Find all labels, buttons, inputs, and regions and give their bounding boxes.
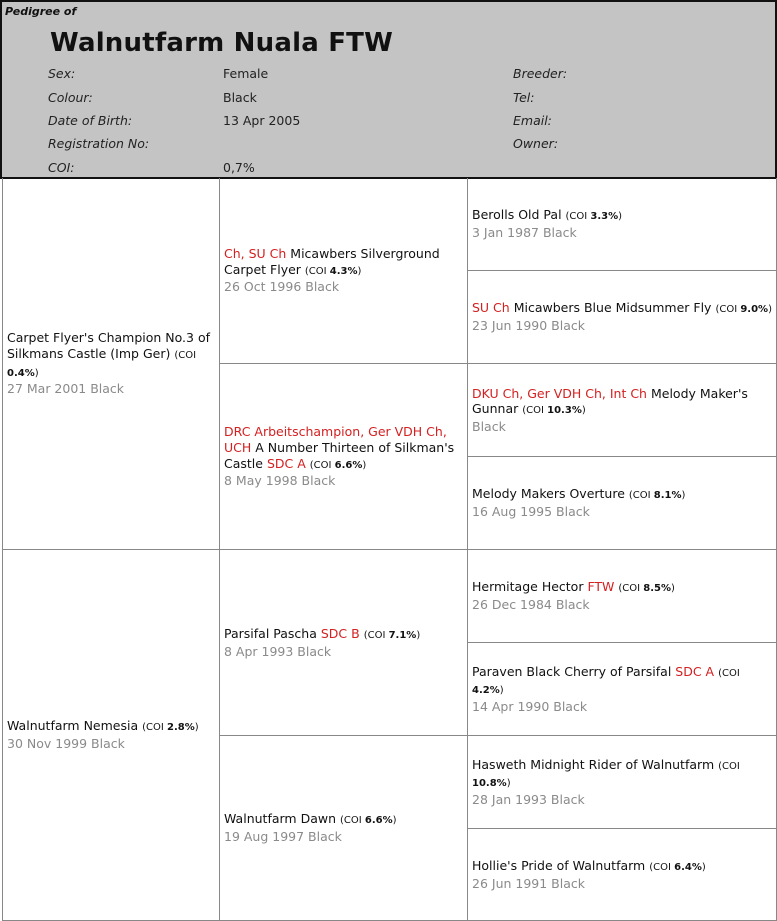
sire-dam-suffix-title: SDC A: [266, 455, 306, 471]
sex-label: Sex:: [48, 66, 76, 81]
dob-value: 13 Apr 2005: [223, 113, 301, 128]
sire-sire-dob-colour: 26 Oct 1996 Black: [224, 279, 340, 295]
dam-sire-suffix-title: SDC B: [320, 625, 360, 641]
ssd-titles: SU Ch: [472, 300, 510, 316]
sire-dam-coi: (COI 6.6%): [309, 459, 367, 471]
dsd-coi: (COI 4.2%): [472, 667, 740, 697]
sire-sire-dam-cell: [468, 271, 777, 364]
dam-name: Walnutfarm Nemesia: [7, 718, 139, 734]
coi-value: 0,7%: [223, 160, 255, 175]
coi-label: COI:: [48, 160, 75, 175]
sire-sire-sire-cell: [468, 178, 777, 271]
sire-sire-titles: Ch, SU Ch: [224, 246, 287, 262]
sds-dob-colour: Black: [472, 418, 506, 434]
dam-dam-coi: (COI 6.6%): [339, 815, 397, 827]
dam-dam-name: Walnutfarm Dawn: [224, 811, 336, 827]
sire-dam-dam-cell: [468, 457, 777, 550]
sire-sire-cell: [220, 178, 468, 364]
dam-sire-dob-colour: 8 Apr 1993 Black: [224, 643, 332, 659]
sire-dam-titles: DRC Arbeitschampion, Ger VDH Ch, UCH: [224, 424, 447, 455]
sex-value: Female: [223, 66, 269, 81]
pedigree-of-label: Pedigree of: [5, 5, 77, 18]
sire-cell: [2, 178, 220, 550]
sss-name: Berolls Old Pal: [472, 207, 562, 223]
email-label: Email:: [513, 113, 552, 128]
ddd-coi: (COI 6.4%): [649, 861, 706, 873]
dds-name: Hasweth Midnight Rider of Walnutfarm: [472, 756, 715, 772]
dam-sire-cell: [220, 550, 468, 736]
dss-name: Hermitage Hector: [472, 579, 584, 595]
ddd-name: Hollie's Pride of Walnutfarm: [472, 857, 646, 873]
dam-dob-colour: 30 Nov 1999 Black: [7, 736, 125, 751]
sire-sire-name: Micawbers Silverground Carpet Flyer: [224, 246, 440, 277]
sds-coi: (COI 10.3%): [522, 405, 586, 417]
pedigree-header: [0, 0, 777, 179]
sire-sire-coi: (COI 4.3%): [304, 265, 362, 277]
dds-dob-colour: 28 Jan 1993 Black: [472, 791, 585, 807]
ssd-name: Micawbers Blue Midsummer Fly: [513, 300, 712, 316]
sdd-name: Melody Makers Overture: [472, 486, 625, 502]
dsd-dob-colour: 14 Apr 1990 Black: [472, 698, 588, 714]
breeder-label: Breeder:: [513, 66, 568, 81]
dog-name-title: Walnutfarm Nuala FTW: [50, 28, 393, 58]
sire-dam-cell: [220, 364, 468, 550]
dss-coi: (COI 8.5%): [618, 583, 675, 595]
dam-dam-dam-cell: [468, 829, 777, 921]
dam-sire-dam-cell: [468, 643, 777, 736]
dss-suffix-title: FTW: [587, 579, 615, 595]
dam-sire-coi: (COI 7.1%): [363, 629, 421, 641]
dob-label: Date of Birth:: [48, 113, 133, 128]
dss-dob-colour: 26 Dec 1984 Black: [472, 597, 590, 612]
sss-coi: (COI 3.3%): [565, 211, 623, 223]
dam-dam-sire-cell: [468, 736, 777, 829]
dam-coi: (COI 2.8%): [142, 722, 199, 734]
sss-dob-colour: 3 Jan 1987 Black: [472, 225, 577, 240]
ssd-dob-colour: 23 Jun 1990 Black: [472, 318, 585, 333]
ddd-dob-colour: 26 Jun 1991 Black: [472, 875, 585, 891]
sire-dam-sire-cell: [468, 364, 777, 457]
sire-dob-colour: 27 Mar 2001 Black: [7, 381, 125, 397]
dam-sire-sire-cell: [468, 550, 777, 643]
colour-value: Black: [223, 90, 257, 105]
sire-dam-name: A Number Thirteen of Silkman's Castle: [224, 439, 455, 471]
sds-titles: DKU Ch, Ger VDH Ch, Int Ch: [472, 385, 647, 401]
tel-label: Tel:: [513, 90, 535, 105]
registration-label: Registration No:: [48, 136, 150, 151]
dam-sire-name: Parsifal Pascha: [224, 625, 317, 641]
owner-label: Owner:: [513, 136, 559, 151]
sire-dam-dob-colour: 8 May 1998 Black: [224, 473, 336, 489]
dam-cell: [2, 550, 220, 921]
dam-dam-cell: [220, 736, 468, 921]
sds-name: Melody Maker's Gunnar: [472, 385, 748, 417]
sdd-dob-colour: 16 Aug 1995 Black: [472, 504, 590, 519]
pedigree-grid: [0, 178, 777, 921]
dsd-name: Paraven Black Cherry of Parsifal: [472, 663, 672, 679]
dds-coi: (COI 10.8%): [472, 760, 740, 790]
dam-dam-dob-colour: 19 Aug 1997 Black: [224, 829, 342, 844]
sire-name: Carpet Flyer's Champion No.3 of Silkmans Castle (Imp Ger): [7, 330, 211, 361]
sire-coi: (COI 0.4%): [7, 349, 197, 379]
colour-label: Colour:: [48, 90, 93, 105]
ssd-coi: (COI 9.0%): [715, 304, 772, 316]
sdd-coi: (COI 8.1%): [628, 490, 686, 502]
dsd-suffix-title: SDC A: [675, 663, 715, 679]
